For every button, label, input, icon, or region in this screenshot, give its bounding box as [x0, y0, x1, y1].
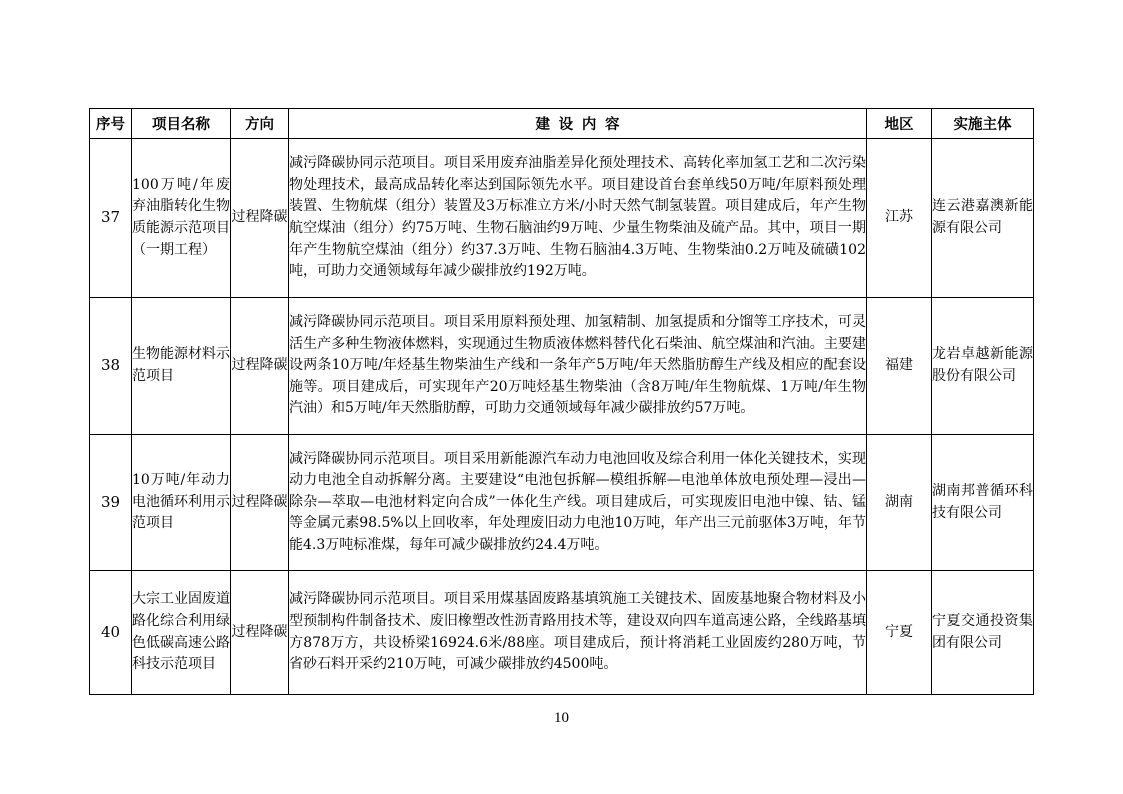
project-content: 减污降碳协同示范项目。项目采用新能源汽车动力电池回收及综合利用一体化关键技术，实现动力电池全自动拆解分离。主要建设“电池包拆解—模组拆解—电池单体放电预处理—浸出—除杂—萃取—电池材料定向合成”一体化生产线。项目建成后，可实现废旧电池中镍、钴、锰等金属元素98.5%以上回收率，年处理废旧动力电池10万吨，年产出三元前驱体3万吨，年节能4.3万吨标准煤，每年可减少碳排放约24.4万吨。 [289, 435, 867, 571]
row-no: 39 [90, 435, 132, 571]
project-name: 生物能源材料示范项目 [132, 298, 231, 435]
project-direction: 过程降碳 [231, 298, 289, 435]
table-row [90, 298, 1034, 435]
project-direction: 过程降碳 [231, 571, 289, 695]
header-region: 地区 [867, 109, 932, 139]
header-content: 建设内容 [289, 109, 867, 139]
row-no: 40 [90, 571, 132, 695]
project-content: 减污降碳协同示范项目。项目采用原料预处理、加氢精制、加氢提质和分馏等工序技术，可灵活生产多种生物液体燃料，实现通过生物质液体燃料替代化石柴油、航空煤油和汽油。主要建设两条10万吨/年烃基生物柴油生产线和一条年产5万吨/年天然脂肪醇生产线及相应的配套设施等。项目建成后，可实现年产20万吨烃基生物柴油（含8万吨/年生物航煤、1万吨/年生物汽油）和5万吨/年天然脂肪醇，可助力交通领域每年减少碳排放约57万吨。 [289, 298, 867, 435]
row-no: 37 [90, 139, 132, 298]
project-org: 湖南邦普循环科技有限公司 [932, 435, 1034, 571]
project-org: 宁夏交通投资集团有限公司 [932, 571, 1034, 695]
project-region: 宁夏 [867, 571, 932, 695]
table-row [90, 435, 1034, 571]
header-name: 项目名称 [132, 109, 231, 139]
project-content: 减污降碳协同示范项目。项目采用煤基固废路基填筑施工关键技术、固废基地聚合物材料及小型预制构件制备技术、废旧橡塑改性沥青路用技术等，建设双向四车道高速公路，全线路基填方878万方，共设桥梁16924.6米/88座。项目建成后，预计将消耗工业固废约280万吨，节省砂石料开采约210万吨，可减少碳排放约4500吨。 [289, 571, 867, 695]
header-direction: 方向 [231, 109, 289, 139]
project-direction: 过程降碳 [231, 435, 289, 571]
page-number: 10 [554, 710, 569, 726]
project-region: 福建 [867, 298, 932, 435]
project-region: 湖南 [867, 435, 932, 571]
row-no: 38 [90, 298, 132, 435]
project-region: 江苏 [867, 139, 932, 298]
table-row [90, 139, 1034, 298]
project-name: 大宗工业固废道路化综合利用绿色低碳高速公路科技示范项目 [132, 571, 231, 695]
project-name: 10万吨/年动力电池循环利用示范项目 [132, 435, 231, 571]
table-row [90, 571, 1034, 695]
header-org: 实施主体 [932, 109, 1034, 139]
project-org: 连云港嘉澳新能源有限公司 [932, 139, 1034, 298]
header-no: 序号 [90, 109, 132, 139]
project-name: 100万吨/年废弃油脂转化生物质能源示范项目（一期工程） [132, 139, 231, 298]
project-direction: 过程降碳 [231, 139, 289, 298]
table-header-row [90, 109, 1034, 139]
project-org: 龙岩卓越新能源股份有限公司 [932, 298, 1034, 435]
projects-table [89, 108, 1034, 695]
project-content: 减污降碳协同示范项目。项目采用废弃油脂差异化预处理技术、高转化率加氢工艺和二次污染物处理技术，最高成品转化率达到国际领先水平。项目建设首台套单线50万吨/年原料预处理装置、生物航煤（组分）装置及3万标准立方米/小时天然气制氢装置。项目建成后，年产生物航空煤油（组分）约75万吨、生物石脑油约9万吨、少量生物柴油及硫产品。其中，项目一期年产生物航空煤油（组分）约37.3万吨、生物石脑油4.3万吨、生物柴油0.2万吨及硫磺102吨，可助力交通领域每年减少碳排放约192万吨。 [289, 139, 867, 298]
